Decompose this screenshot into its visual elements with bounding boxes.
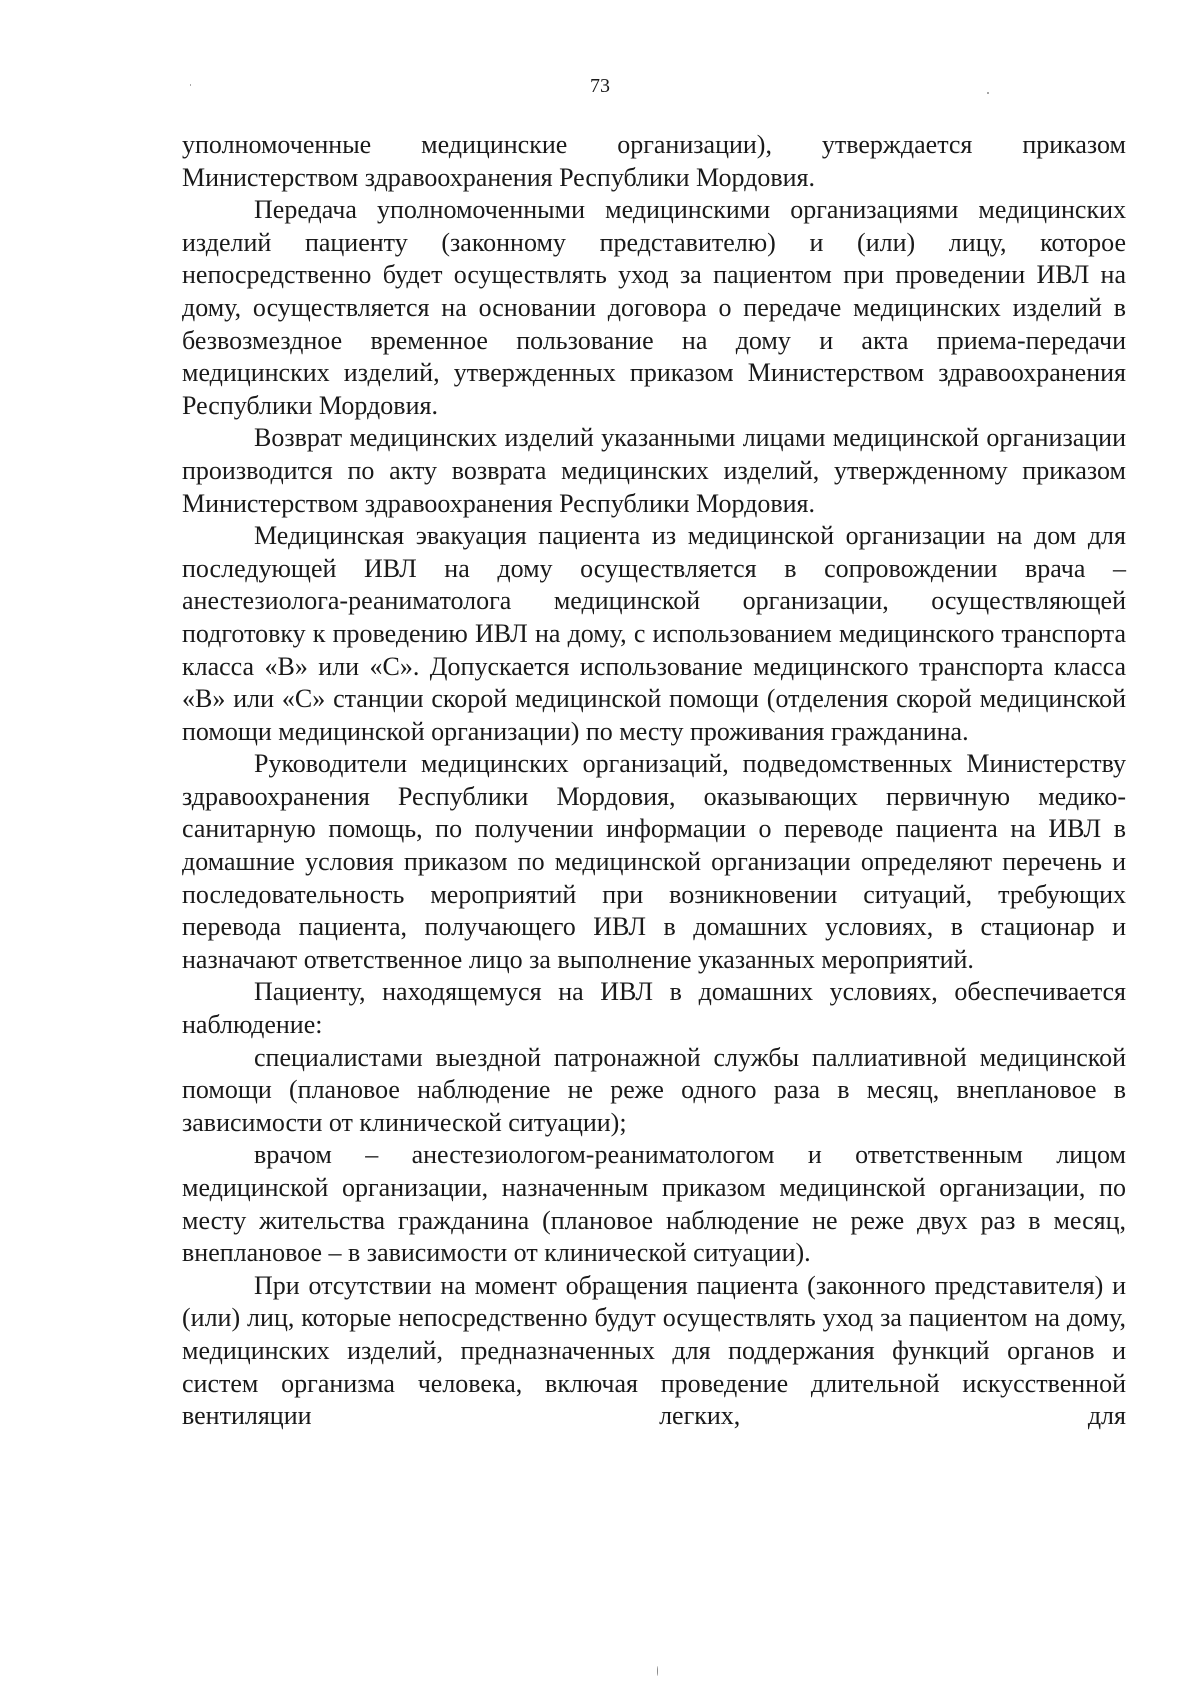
scan-speck bbox=[657, 1666, 658, 1676]
paragraph-observation-intro: Пациенту, находящемуся на ИВЛ в домашних условиях, обеспечивается наблюдение: bbox=[182, 977, 1126, 1040]
paragraph-medical-evacuation: Медицинская эвакуация пациента из медицинской организации на дом для последующей ИВЛ на дому осуществляется в сопровождении врача – анестезиолога-реаниматолога медицинской организации, осуществляющей подготовку к проведению ИВЛ на дому, с использованием медицинского транспорта класса «В» или «С». Допускается использование медицинского транспорта класса «В» или «С» станции скорой медицинской помощи (отделения скорой медицинской помощи медицинской организации) по месту проживания гражданина. bbox=[182, 521, 1126, 746]
paragraph-observation-palliative: специалистами выездной патронажной службы паллиативной медицинской помощи (плановое наблюдение не реже одного раза в месяц, внеплановое в зависимости от клинической ситуации); bbox=[182, 1042, 1126, 1137]
paragraph-continuation: уполномоченные медицинские организации), утверждается приказом Министерством здравоохранения Республики Мордовия. bbox=[182, 130, 1126, 192]
page-number: 73 bbox=[590, 75, 610, 97]
paragraph-return-of-devices: Возврат медицинских изделий указанными лицами медицинской организации производится по акту возврата медицинских изделий, утвержденному приказом Министерством здравоохранения Республики Мордовия. bbox=[182, 423, 1126, 518]
paragraph-observation-anesthesiologist: врачом – анестезиологом-реаниматологом и ответственным лицом медицинской организации, назначенным приказом медицинской организации, по месту жительства гражданина (плановое наблюдение не реже двух раз в месяц, внеплановое – в зависимости от клинической ситуации). bbox=[182, 1140, 1126, 1268]
scan-speck bbox=[987, 92, 989, 94]
document-body bbox=[182, 129, 1126, 1433]
scan-speck bbox=[190, 84, 191, 86]
paragraph-heads-of-organizations: Руководители медицинских организаций, подведомственных Министерству здравоохранения Республики Мордовия, оказывающих первичную медико-санитарную помощь, по получении информации о переводе пациента на ИВЛ в домашние условия приказом по медицинской организации определяют перечень и последовательность мероприятий при возникновении ситуаций, требующих перевода пациента, получающего ИВЛ в домашних условиях, в стационар и назначают ответственное лицо за выполнение указанных мероприятий. bbox=[182, 749, 1126, 974]
paragraph-absence-of-devices: При отсутствии на момент обращения пациента (законного представителя) и (или) лиц, которые непосредственно будут осуществлять уход за пациентом на дому, медицинских изделий, предназначенных для поддержания функций органов и систем организма человека, включая проведение длительной искусственной вентиляции легких, для bbox=[182, 1270, 1126, 1431]
paragraph-transfer-of-devices: Передача уполномоченными медицинскими организациями медицинских изделий пациенту (законному представителю) и (или) лицу, которое непосредственно будет осуществлять уход за пациентом при проведении ИВЛ на дому, осуществляется на основании договора о передаче медицинских изделий в безвозмездное временное пользование на дому и акта приема-передачи медицинских изделий, утвержденных приказом Министерством здравоохранения Республики Мордовия. bbox=[182, 195, 1126, 420]
